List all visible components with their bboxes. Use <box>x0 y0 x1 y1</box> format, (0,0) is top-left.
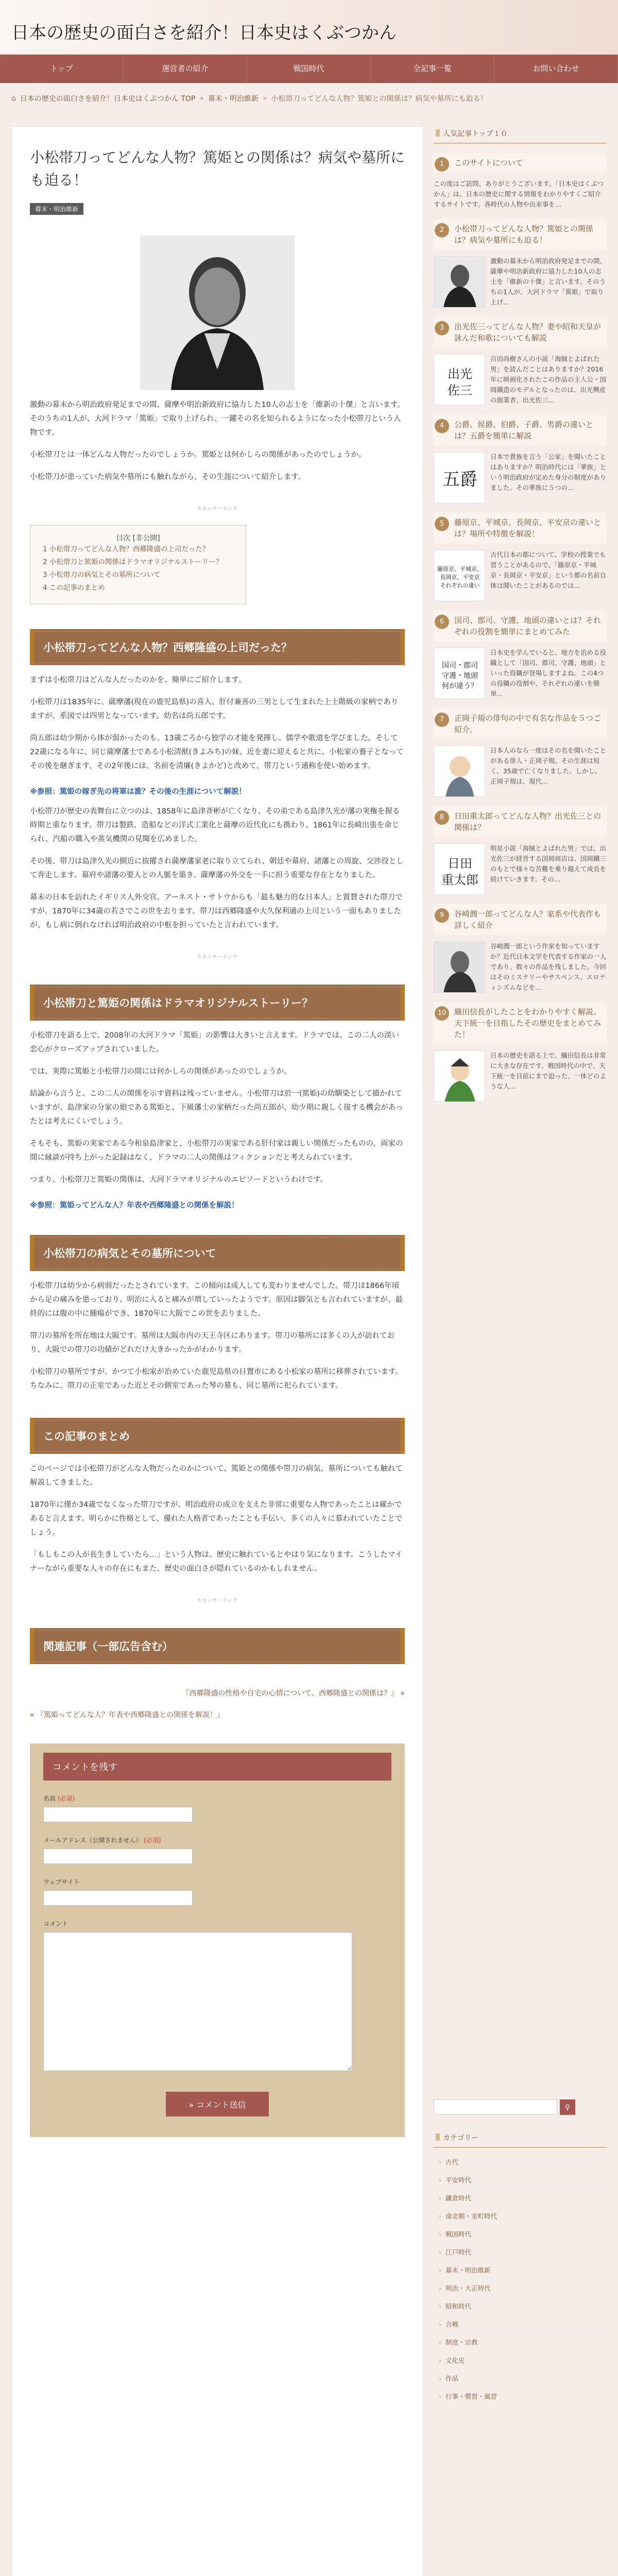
ranking-title[interactable]: 小松帯刀ってどんな人物？篤姫との関係は？病気や墓所にも迫る！ <box>454 224 594 245</box>
category-heading: カテゴリー <box>434 2130 607 2148</box>
svg-text:守護・地頭: 守護・地頭 <box>442 672 478 680</box>
reference-link[interactable]: ※参照：篤姫の嫁ぎ先の将軍は誰？その後の生涯について解説！ <box>30 788 246 796</box>
ranking-thumbnail[interactable] <box>434 648 485 699</box>
ranking-excerpt: 百田尚樹さんの小説「海賊とよばれた男」を読んだことはありますか？2016年に映画化されたこの作品の主人公・国岡鐵造のモデルとなったのは、出光興産の創業者、出光佐三... <box>490 355 607 404</box>
body-paragraph: このページでは小松帯刀がどんな人物だったのかについて、篤姫との関係や帯刀の病気、墓所についても触れて解説してきました。 <box>30 1465 403 1487</box>
body-paragraph: 尚五郎は幼少期から体が弱かったのも、13歳ごろから独学の才能を発揮し、儒学や歌道を学びました。そして22歳になる年に、同じ薩摩藩士である小松清猷(きよみち)の妹、近を妻に迎えると共に、小松家の養子となってその後を継ぎます。その2年後には、名前を清廉(きよかど)と改めて、帯刀という通称を使い始めます。 <box>30 734 404 770</box>
ranking-title[interactable]: 公爵、侯爵、伯爵、子爵、男爵の違いとは？五爵を簡単に解説 <box>454 420 594 440</box>
intro-paragraph: 激動の幕末から明治政府発足までの間、薩摩や明治新政府に協力した10人の志士を「維新の十傑」と言います。そのうちの1人が、大河ドラマ「篤姫」で取り上げられ、一躍その名を知られるようになった小松帯刀という人物です。 <box>30 401 405 437</box>
breadcrumb-category[interactable]: 幕末・明治維新 <box>208 95 259 103</box>
body-paragraph: 結論から言うと、この二人の関係を示す資料は残っていません。小松帯刀は於一(篤姫)の幼馴染として描かれていますが、島津家の分家の娘である篤姫と、下級藩士の家柄だった尚五郎が、幼少期に親しく接する機会があったとは考えにくいでしょう。 <box>30 1090 403 1126</box>
rank-number: 2 <box>435 223 449 238</box>
breadcrumb-home[interactable]: 日本の歴史の面白さを紹介！日本史はくぶつかん TOP <box>20 95 196 103</box>
search-icon: ⚲ <box>564 2103 571 2111</box>
category-item[interactable]: › 幕末・明治維新 <box>439 2262 604 2280</box>
nav-item-contact[interactable]: お問い合わせ <box>494 55 618 82</box>
ranking-item[interactable] <box>434 415 607 503</box>
email-input[interactable] <box>43 1849 193 1864</box>
search-button[interactable] <box>560 2099 575 2115</box>
svg-text:長岡京、平安京: 長岡京、平安京 <box>440 574 480 581</box>
submit-comment-button[interactable]: » コメント送信 <box>166 2092 269 2116</box>
comment-label: コメント <box>43 1920 68 1927</box>
sponsor-label: スポンサーリンク <box>197 506 238 512</box>
article <box>11 126 423 2576</box>
sponsor-label: スポンサーリンク <box>197 1598 238 1603</box>
body-paragraph: 1870年に僅か34歳でなくなった帯刀ですが、明治政府の成立を支えた非常に重要な人物であったことは確かであると言えます。明らかに性格として、優れた人格者であったことも手伝い、多くの人々に慕われていたことでしょう。 <box>30 1501 403 1537</box>
ranking-heading: 人気記事トップ１０ <box>434 126 607 144</box>
ranking-thumbnail[interactable] <box>434 452 485 503</box>
ranking-thumbnail[interactable] <box>434 843 485 895</box>
ranking-excerpt: 激動の幕末から明治政府発足までの間、薩摩や明治新政府に協力した10人の志士を「維新の十傑」と言います。そのうちの1人が、大河ドラマ「篤姫」で取り上げ... <box>490 257 607 306</box>
breadcrumb-separator: » <box>262 94 267 103</box>
category-list <box>439 2154 604 2406</box>
comment-textarea[interactable] <box>43 1932 352 2071</box>
nav-item-top[interactable]: トップ <box>0 55 124 82</box>
rank-number: 5 <box>435 517 449 531</box>
ranking-excerpt: 明星小説「海賊とよばれた男」では、出光佐三が経営する国岡商店は、国岡鐵三のもとで様々な苦難を乗り越えて成長を続けていきます。その... <box>490 844 607 883</box>
ranking-item[interactable] <box>434 806 607 895</box>
related-heading: 関連記事（一部広告含む） <box>30 1628 405 1664</box>
breadcrumb <box>11 93 609 104</box>
svg-text:五爵: 五爵 <box>442 469 477 490</box>
rank-number: 1 <box>435 157 449 172</box>
ranking-thumbnail[interactable] <box>434 745 485 797</box>
category-item[interactable]: › 鎌倉時代 <box>439 2190 604 2208</box>
section-heading: 小松帯刀の病気とその墓所について <box>30 1235 405 1271</box>
svg-text:国司・郡司: 国司・郡司 <box>442 662 478 670</box>
ranking-excerpt: 日本人のなら一度はその名を聞いたことがある俳人・正岡子規。その生涯は短く、35歳で亡くなりました。しかし、正岡子規は、現代... <box>490 747 607 785</box>
toc-heading[interactable]: 目次 [非公開] <box>116 534 160 543</box>
toc-item[interactable]: 2 小松帯刀と篤姫の関係はドラマオリジナルストーリー？ <box>43 558 223 566</box>
reference-link[interactable]: ※参照：篤姫ってどんな人？年表や西郷隆盛との関係を解説！ <box>30 1201 239 1210</box>
ranking-excerpt: 古代日本の都について、学校の授業でも習うことがあるので、「藤原京・平城京・長岡京・平安京」という都の名前自体は聞いたことがあるのでは... <box>490 551 607 589</box>
svg-text:それぞれの違い: それぞれの違い <box>440 582 480 589</box>
breadcrumb-current: 小松帯刀ってどんな人物？篤姫との関係は？病気や墓所にも迫る！ <box>271 95 488 103</box>
body-paragraph: 帯刀の墓所を所在地は大阪です。墓所は大阪市内の天王寺区にあります。帯刀の墓所には多くの人が訪れており、大阪での帯刀の功績がどれだけ大きかったかがわかります。 <box>30 1332 395 1354</box>
body-paragraph: 「もしもこの人が長生きしていたら…」という人物は、歴史に触れているとやはり気になります。こうしたマイナーながら重要な人々の存在にもまた、歴史の面白さが隠れているのかもしれません。 <box>30 1551 403 1573</box>
ranking-item[interactable] <box>434 317 607 405</box>
ranking-item[interactable] <box>434 1002 607 1102</box>
email-label: メールアドレス（公開されません） (必須) <box>43 1837 161 1844</box>
website-label: ウェブサイト <box>43 1878 80 1886</box>
category-item[interactable]: › 戦国時代 <box>439 2226 604 2244</box>
rank-number: 9 <box>435 908 449 923</box>
rank-number: 6 <box>435 615 449 629</box>
rank-number: 7 <box>435 713 449 727</box>
ranking-item[interactable] <box>434 219 607 308</box>
body-paragraph: そもそも、篤姫の実家である今和泉島津家と、小松帯刀の実家である肝付家は親しい関係だったものの、両家の間に縁談が持ち上がった記録はなく、ドラマの二人の関係はフィクションだと考えられています。 <box>30 1140 403 1162</box>
ranking-title[interactable]: 藤原京、平城京、長岡京、平安京の違いとは？場所や特徴を解説！ <box>454 518 602 538</box>
ranking-item[interactable] <box>434 611 607 699</box>
section-heading: この記事のまとめ <box>30 1418 405 1454</box>
category-item[interactable]: › 合戦 <box>439 2316 604 2334</box>
svg-text:藤原京、平城京、: 藤原京、平城京、 <box>437 566 483 572</box>
main-nav <box>0 55 618 83</box>
svg-text:出光: 出光 <box>448 367 472 381</box>
comment-form-title: コメントを残す <box>43 1753 391 1781</box>
category-item[interactable]: › 作品 <box>439 2370 604 2388</box>
ranking-thumbnail[interactable] <box>434 256 485 308</box>
svg-text:重太郎: 重太郎 <box>441 873 478 887</box>
ranking-excerpt: この度はご訪問、ありがとうございます。「日本史はくぶつかん」は、日本の歴史に関する情報をわかりやすくご紹介するサイトです。各時代の人物や出来事を... <box>434 180 604 208</box>
category-item[interactable]: › 制度・宗教 <box>439 2334 604 2352</box>
name-input[interactable] <box>43 1807 193 1822</box>
category-item[interactable]: › 平安時代 <box>439 2172 604 2190</box>
site-header <box>0 0 618 55</box>
intro-paragraph: 小松帯刀が患っていた病気や墓所にも触れながら、その生涯について紹介します。 <box>30 473 306 481</box>
nav-item-operator[interactable]: 運営者の紹介 <box>124 55 247 82</box>
ranking-item[interactable] <box>434 708 607 797</box>
ranking-title[interactable]: 織田信長がしたことをわかりやすく解説。天下統一を目指したその歴史をまとめてみた！ <box>454 1007 602 1039</box>
section-heading: 小松帯刀ってどんな人物？西郷隆盛の上司だった？ <box>30 629 405 665</box>
category-item[interactable]: › 昭和時代 <box>439 2298 604 2316</box>
body-paragraph: つまり、小松帯刀と篤姫の関係は、大河ドラマオリジナルのエピソードというわけです。 <box>30 1176 328 1184</box>
category-item[interactable]: › 南北朝・室町時代 <box>439 2208 604 2226</box>
site-title[interactable]: 日本の歴史の面白さを紹介！日本史はくぶつかん <box>11 23 397 43</box>
ranking-title[interactable]: 国司、郡司、守護、地頭の違いとは？それぞれの役割を簡単にまとめてみた <box>454 616 602 636</box>
sidebar <box>434 126 607 2400</box>
body-paragraph: 小松帯刀が歴史の表舞台に立つのは、1858年に島津斉彬が亡くなり、その弟である島津久光が藩の実権を握る時期と重なります。帯刀は製鉄、造船などの洋式工業化と薩摩の近代化にも携わり、1861年に長崎出張を命じられ、汽船の購入や蒸気機関の見聞を広めました。 <box>30 807 400 843</box>
ranking-item[interactable] <box>434 904 607 993</box>
category-item[interactable]: › 文化史 <box>439 2352 604 2370</box>
ranking-title[interactable]: 正岡子規の俳句の中で有名な作品を５つご紹介。 <box>454 714 602 734</box>
body-paragraph: では、実際に篤姫と小松帯刀の間には何かしらの関係があったのでしょうか。 <box>30 1067 291 1076</box>
rank-number: 8 <box>435 810 449 825</box>
body-paragraph: その後、帯刀は島津久光の側近に抜擢され薩摩藩家老に取り立てられ、朝廷や幕府、諸藩との周旋、交渉役として奔走します。幕府や諸藩の要人との人脈を築き、薩摩藩の外交を一手に担う重要な存在となりました。 <box>30 857 404 879</box>
ranking-excerpt: 日本の歴史を語る上で、織田信長は非常に大きな存在です。戦国時代の中で、天下統一を目前にまで迫った、一体どのような人... <box>490 1052 607 1090</box>
next-article-link[interactable]: 『西郷隆盛の性格や自宅の心情について。西郷隆盛との関係は？』 » <box>182 1689 405 1698</box>
category-tag[interactable]: 幕末・明治維新 <box>30 203 83 215</box>
prev-article-link[interactable]: « 『篤姫ってどんな人？年表や西郷隆盛との関係を解説！』 <box>30 1711 225 1719</box>
name-label: 名前 (必須) <box>43 1795 75 1802</box>
svg-text:何が違う？: 何が違う？ <box>442 682 478 690</box>
ranking-title[interactable]: このサイトについて <box>454 158 523 167</box>
ranking-title[interactable]: 日田重太郎ってどんな人物？出光佐三との関係は？ <box>454 811 602 832</box>
ranking-thumbnail[interactable] <box>434 354 485 405</box>
ranking-item[interactable] <box>434 513 607 601</box>
comment-form <box>30 1743 405 2137</box>
ranking-title[interactable]: 出光佐三ってどんな人物？妻や昭和天皇が詠んだ和歌についても解説 <box>454 322 602 343</box>
search-input[interactable] <box>434 2099 557 2115</box>
ranking-excerpt: 日本史を学んでいると、地方を治める役職として「国司、郡司、守護、地頭」といった役職が登場しますよね。この4つの役職の役割や、それぞれの違いを簡単... <box>490 649 607 698</box>
table-of-contents <box>30 525 246 604</box>
body-paragraph: 小松帯刀の墓所ですが、かつて小松家が治めていた鹿児島県の日置市にある小松家の墓所に移葬されています。ちなみに、帯刀の正室であった近とその側室であった琴の墓も、同じ墓所に祀られています。 <box>30 1368 403 1390</box>
body-paragraph: 小松帯刀は1835年に、薩摩藩(現在の鹿児島県)の喜入、肝付兼善の三男として生まれた上士階級の家柄でありますが、系図では四男となっています。幼名は尚五郎です。 <box>30 698 399 720</box>
ranking-thumbnail[interactable] <box>434 1050 485 1102</box>
ranking-excerpt: 日本で貴族を言う「公家」を聞いたことはありますか？明治時代には「華族」という明治政府が定めた身分の制度がありました。その華族に５つの... <box>490 453 607 492</box>
body-paragraph: 小松帯刀は幼少から病弱だったとされています。この傾向は成人しても変わりませんでした。帯刀は1866年頃から足の痛みを患っており、明治に入ると痛みが増していったようです。原因は脚気とも言われていますが、最終的には腹の中に腫瘍ができ、1870年に大阪でこの世を去りました。 <box>30 1282 403 1318</box>
article-title: 小松帯刀ってどんな人物？篤姫との関係は？病気や墓所にも迫る！ <box>30 149 405 189</box>
toc-item[interactable]: 1 小松帯刀ってどんな人物？西郷隆盛の上司だった？ <box>43 545 210 553</box>
body-paragraph: 幕末の日本を訪れたイギリス人外交官、アーネスト・サトウからも「最も魅力的な日本人」と賞賛された帯刀ですが、1870年に34歳の若さでこの世を去ります。帯刀は西郷隆盛や大久保利通の上司という一面もありましたが、もし病に倒れなければ明治政府の中枢を担っていたと言われています。 <box>30 893 403 929</box>
category-item[interactable]: › 古代 <box>439 2154 604 2172</box>
toc-item[interactable]: 4 この記事のまとめ <box>43 584 105 592</box>
home-icon: ⌂ <box>11 94 16 103</box>
svg-text:日田: 日田 <box>448 856 472 871</box>
website-input[interactable] <box>43 1890 193 1906</box>
section-heading: 小松帯刀と篤姫の関係はドラマオリジナルストーリー？ <box>30 985 405 1021</box>
category-item[interactable]: › 明治・大正時代 <box>439 2280 604 2298</box>
ranking-thumbnail[interactable] <box>434 550 485 601</box>
body-paragraph: まずは小松帯刀はどんな人だったのかを、簡単にご紹介します。 <box>30 676 246 684</box>
rank-number: 10 <box>435 1006 449 1021</box>
nav-item-sengoku[interactable]: 戦国時代 <box>247 55 371 82</box>
breadcrumb-separator: » <box>199 94 204 103</box>
ranking-item[interactable] <box>434 153 607 210</box>
sponsor-label: スポンサーリンク <box>197 955 238 960</box>
nav-item-all-articles[interactable]: 全記事一覧 <box>371 55 494 82</box>
ranking-title[interactable]: 谷崎潤一郎ってどんな人？家系や代表作も詳しく紹介 <box>454 909 602 930</box>
rank-number: 4 <box>435 419 449 433</box>
ranking-excerpt: 谷崎潤一郎という作家を知っていますか？近代日本文学を代表する作家の一人であり、数々の作品を残しました。今回はそのミステリーやサスペンス、エロティシズムなどを... <box>490 942 607 991</box>
portrait-image <box>140 235 295 390</box>
category-item[interactable]: › 江戸時代 <box>439 2244 604 2262</box>
intro-paragraph: 小松帯刀とは一体どんな人物だったのでしょうか。篤姫とは何かしらの関係があったのでしょうか。 <box>30 451 366 459</box>
rank-number: 3 <box>435 321 449 335</box>
svg-text:佐三: 佐三 <box>448 383 472 398</box>
body-paragraph: 小松帯刀を語る上で、2008年の大河ドラマ「篤姫」の影響は大きいと言えます。ドラマでは、この二人の淡い恋心がクローズアップされていました。 <box>30 1031 399 1054</box>
category-item[interactable]: › 行事・慣習・風習 <box>439 2388 604 2406</box>
ranking-thumbnail[interactable] <box>434 941 485 993</box>
toc-item[interactable]: 3 小松帯刀の病気とその墓所について <box>43 571 161 579</box>
